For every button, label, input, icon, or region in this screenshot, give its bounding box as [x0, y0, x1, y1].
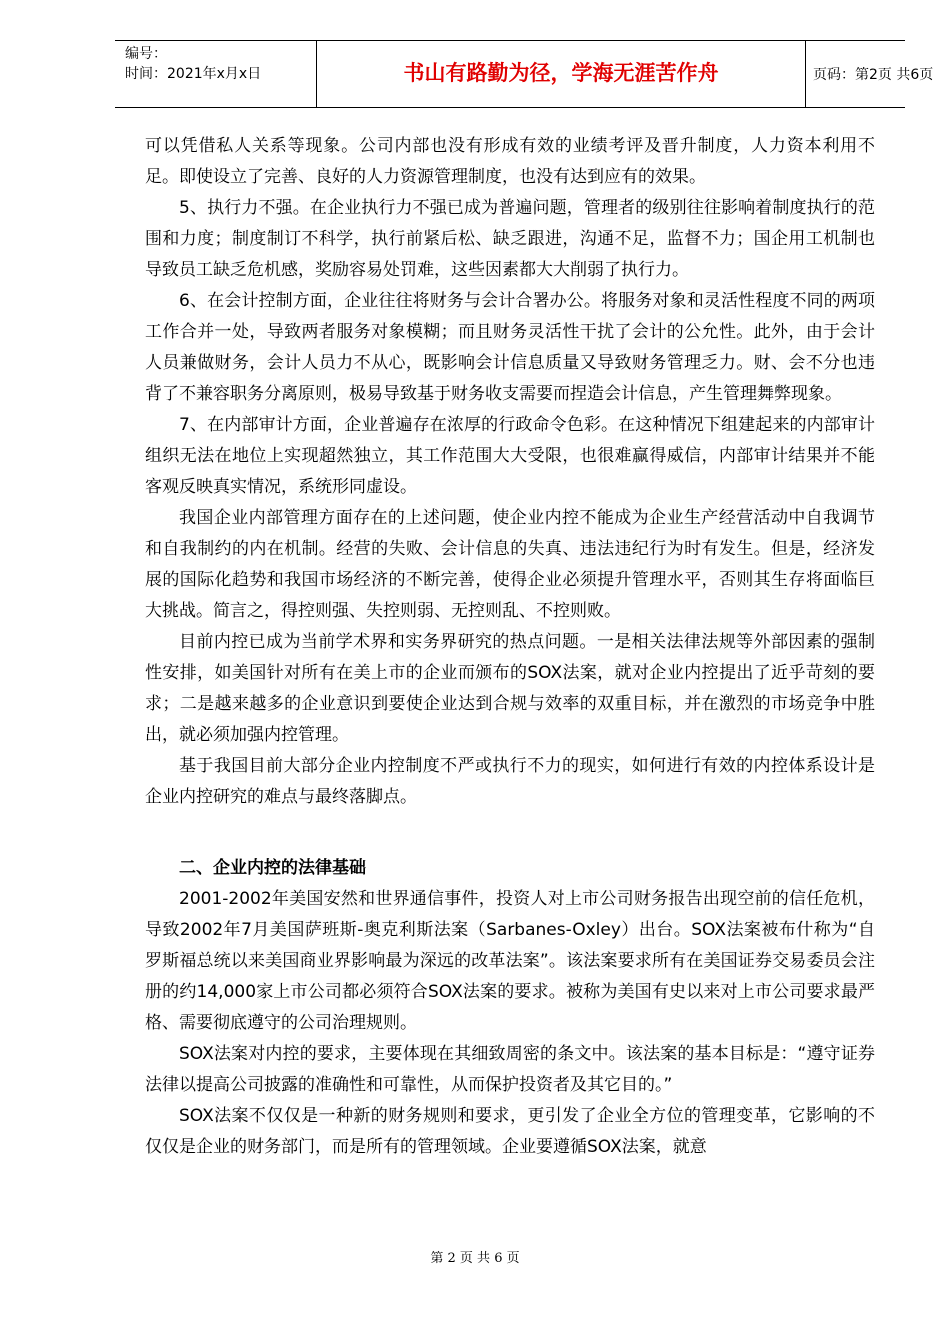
header-meta — [115, 41, 316, 107]
body-paragraph: 7、在内部审计方面，企业普遍存在浓厚的行政命令色彩。在这种情况下组建起来的内部审计组织无法在地位上实现超然独立，其工作范围大大受限，也很难赢得威信，内部审计结果并不能客观反映真实情况，系统形同虚设。 — [145, 415, 875, 497]
page-header — [115, 40, 934, 108]
header-motto: 书山有路勤为径，学海无涯苦作舟 — [403, 61, 719, 85]
body-paragraph: 目前内控已成为当前学术界和实务界研究的热点问题。一是相关法律法规等外部因素的强制性安排，如美国针对所有在美上市的企业而颁布的SOX法案，就对企业内控提出了近乎苛刻的要求；二是越来越多的企业意识到要使企业达到合规与效率的双重目标，并在激烈的市场竞争中胜出，就必须加强内控管理。 — [145, 632, 875, 745]
page-footer: 第 2 页 共 6 页 — [430, 1251, 520, 1266]
section-spacer — [145, 813, 875, 853]
time-label: 时间：2021年x月x日 — [125, 66, 262, 82]
body-paragraph: 我国企业内部管理方面存在的上述问题，使企业内控不能成为企业生产经营活动中自我调节和自我制约的内在机制。经营的失败、会计信息的失真、违法违纪行为时有发生。但是，经济发展的国际化趋势和我国市场经济的不断完善，使得企业必须提升管理水平，否则其生存将面临巨大挑战。简言之，得控则强、失控则弱、无控则乱、不控则败。 — [145, 508, 875, 621]
body-paragraph: 5、执行力不强。在企业执行力不强已成为普遍问题，管理者的级别往往影响着制度执行的范围和力度；制度制订不科学，执行前紧后松、缺乏跟进，沟通不足，监督不力；国企用工机制也导致员工缺乏危机感，奖励容易处罚难，这些因素都大大削弱了执行力。 — [145, 198, 875, 280]
body-paragraph: 基于我国目前大部分企业内控制度不严或执行不力的现实，如何进行有效的内控体系设计是企业内控研究的难点与最终落脚点。 — [145, 756, 875, 807]
section-heading: 二、企业内控的法律基础 — [179, 858, 366, 878]
body-paragraph: 2001-2002年美国安然和世界通信事件，投资人对上市公司财务报告出现空前的信任危机，导致2002年7月美国萨班斯-奥克利斯法案（Sarbanes-Oxley）出台。SOX法案被布什称为“自罗斯福总统以来美国商业界影响最为深远的改革法案”。该法案要求所有在美国证券交易委员会注册的约14,000家上市公司都必须符合SOX法案的要求。被称为美国有史以来对上市公司要求最严格、需要彻底遵守的公司治理规则。 — [145, 889, 875, 1033]
body-paragraph: SOX法案不仅仅是一种新的财务规则和要求，更引发了企业全方位的管理变革，它影响的不仅仅是企业的财务部门，而是所有的管理领域。企业要遵循SOX法案，就意 — [145, 1106, 875, 1157]
number-label: 编号： — [125, 46, 167, 62]
body-paragraph: 6、在会计控制方面，企业往往将财务与会计合署办公。将服务对象和灵活性程度不同的两项工作合并一处，导致两者服务对象模糊；而且财务灵活性干扰了会计的公允性。此外，由于会计人员兼做财务，会计人员力不从心，既影响会计信息质量又导致财务管理乏力。财、会不分也违背了不兼容职务分离原则，极易导致基于财务收支需要而捏造会计信息，产生管理舞弊现象。 — [145, 291, 875, 404]
header-page-info: 页码：第2页 共6页 — [813, 67, 934, 83]
body-paragraph: 可以凭借私人关系等现象。公司内部也没有形成有效的业绩考评及晋升制度，人力资本利用不足。即使设立了完善、良好的人力资源管理制度，也没有达到应有的效果。 — [145, 136, 875, 187]
header-page-cell — [805, 41, 934, 107]
body-paragraph: SOX法案对内控的要求，主要体现在其细致周密的条文中。该法案的基本目标是：“遵守证券法律以提高公司披露的准确性和可靠性，从而保护投资者及其它目的。” — [145, 1044, 875, 1095]
header-motto-cell — [316, 41, 806, 107]
document-body — [145, 131, 875, 1163]
